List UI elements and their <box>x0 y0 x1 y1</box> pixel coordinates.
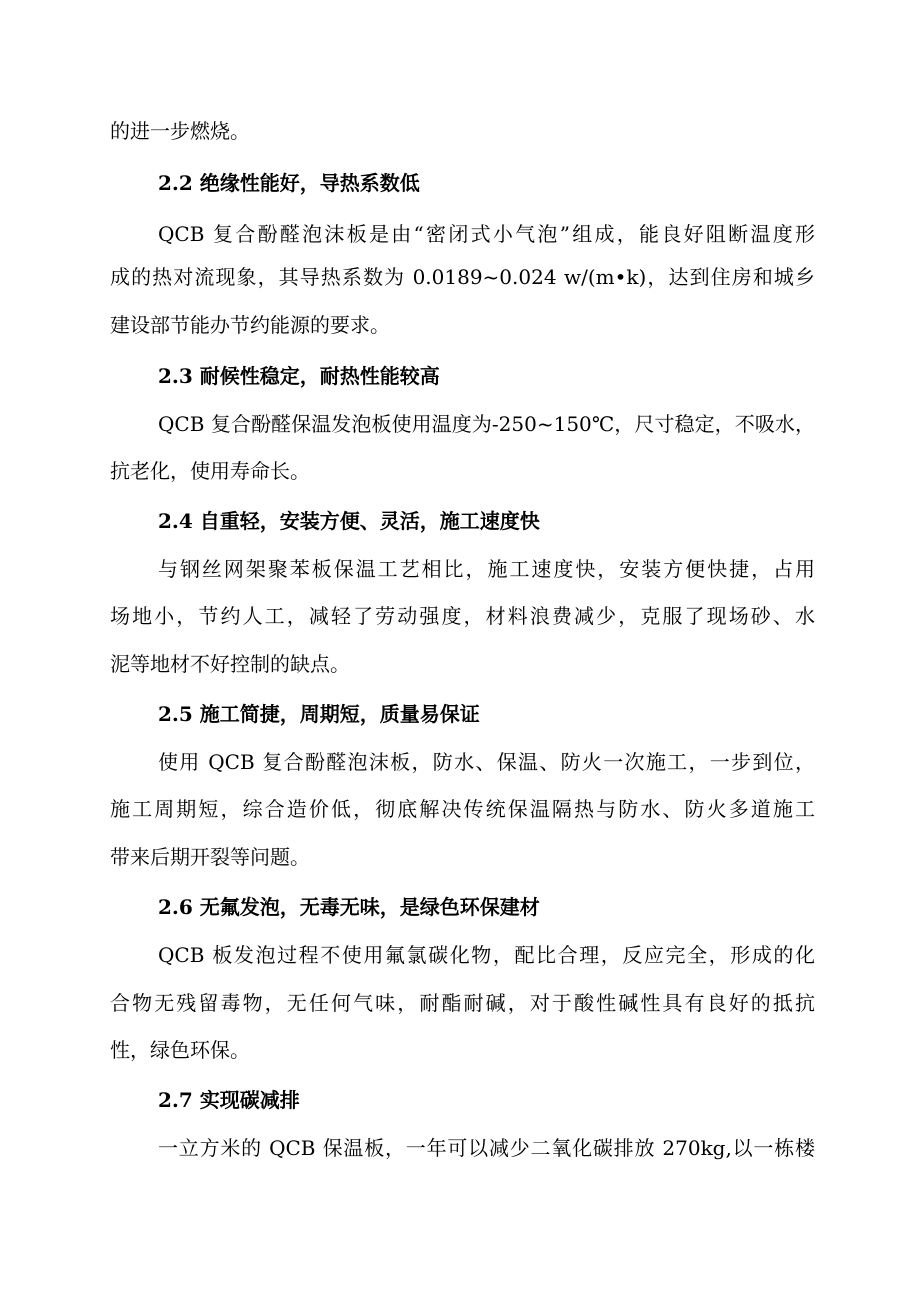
section-heading-2-7: 2.7 实现碳减排 <box>158 1088 300 1112</box>
paragraph-line: 泥等地材不好控制的缺点。 <box>110 652 350 676</box>
paragraph-line: 合物无残留毒物，无任何气味，耐酯耐碱，对于酸性碱性具有良好的抵抗 <box>110 991 815 1015</box>
paragraph-line: 与钢丝网架聚苯板保温工艺相比，施工速度快，安装方便快捷，占用 <box>158 557 815 581</box>
paragraph-line: 成的热对流现象，其导热系数为 0.0189~0.024 w/(m•k)，达到住房和城乡 <box>110 265 815 289</box>
paragraph-line: 带来后期开裂等问题。 <box>110 845 310 869</box>
section-heading-2-4: 2.4 自重轻，安装方便、灵活，施工速度快 <box>158 509 540 533</box>
section-heading-2-6: 2.6 无氟发泡，无毒无味，是绿色环保建材 <box>158 895 540 919</box>
section-heading-2-3: 2.3 耐候性稳定，耐热性能较高 <box>158 364 440 388</box>
paragraph-line: 场地小，节约人工，减轻了劳动强度，材料浪费减少，克服了现场砂、水 <box>110 604 815 628</box>
paragraph-line: 一立方米的 QCB 保温板，一年可以减少二氧化碳排放 270kg,以一栋楼 <box>158 1136 815 1160</box>
section-heading-2-5: 2.5 施工简捷，周期短，质量易保证 <box>158 702 480 726</box>
paragraph-line: 使用 QCB 复合酚醛泡沫板，防水、保温、防火一次施工，一步到位， <box>158 750 815 774</box>
paragraph-line: QCB 复合酚醛泡沫板是由“密闭式小气泡”组成，能良好阻断温度形 <box>158 222 815 246</box>
paragraph-line: 的进一步燃烧。 <box>110 119 250 143</box>
paragraph-line: 抗老化，使用寿命长。 <box>110 459 310 483</box>
paragraph-line: QCB 板发泡过程不使用氟氯碳化物，配比合理，反应完全，形成的化 <box>158 943 815 967</box>
paragraph-line: 施工周期短，综合造价低，彻底解决传统保温隔热与防水、防火多道施工 <box>110 797 815 821</box>
paragraph-line: QCB 复合酚醛保温发泡板使用温度为-250~150℃，尺寸稳定，不吸水， <box>158 412 815 436</box>
paragraph-line: 建设部节能办节约能源的要求。 <box>110 313 390 337</box>
paragraph-line: 性，绿色环保。 <box>110 1038 250 1062</box>
section-heading-2-2: 2.2 绝缘性能好，导热系数低 <box>158 171 420 195</box>
